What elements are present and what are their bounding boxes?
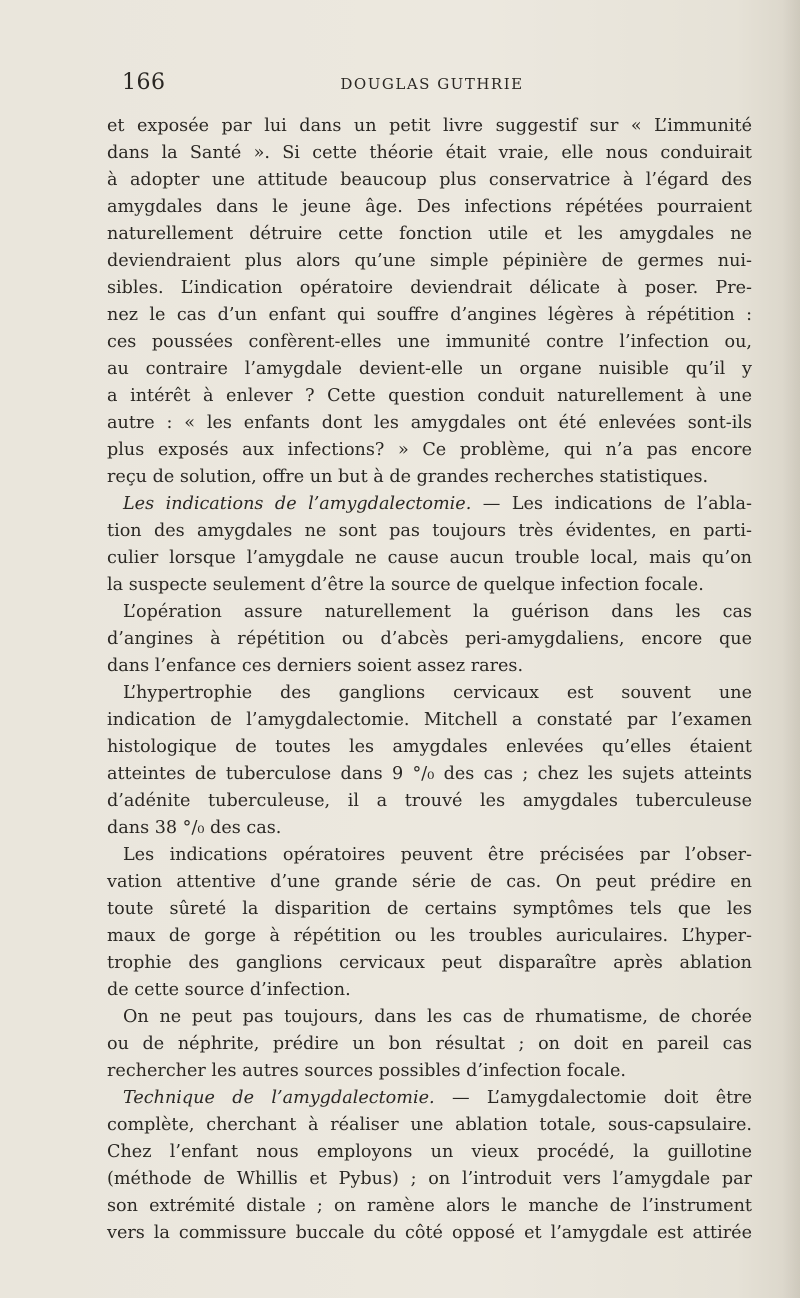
text-line: complète, cherchant à réaliser une ablation totale, sous-capsulaire. <box>107 1115 752 1135</box>
text-line: L’hypertrophie des ganglions cervicaux est souvent une <box>123 683 752 703</box>
text-line: amygdales dans le jeune âge. Des infections répétées pourraient <box>107 197 752 217</box>
text-line: dans 38 °/₀ des cas. <box>107 818 282 838</box>
text-line: trophie des ganglions cervicaux peut disparaître après ablation <box>107 953 752 973</box>
section-text: — Les indications de l’abla- <box>471 494 752 514</box>
text-line: la suspecte seulement d’être la source de quelque infection focale. <box>107 575 704 595</box>
text-line: dans l’enfance ces derniers soient assez rares. <box>107 656 524 676</box>
section-heading: Les indications de l’amygdalectomie. <box>123 494 472 514</box>
text-line: maux de gorge à répétition ou les troubles auriculaires. L’hyper- <box>107 926 752 946</box>
text-line: a intérêt à enlever ? Cette question conduit naturellement à une <box>107 386 752 406</box>
text-line: dans la Santé ». Si cette théorie était vraie, elle nous conduirait <box>107 143 752 163</box>
text-line: son extrémité distale ; on ramène alors le manche de l’instrument <box>107 1196 752 1216</box>
page-edge-shadow <box>782 0 800 1298</box>
text-line: d’adénite tuberculeuse, il a trouvé les amygdales tuberculeuse <box>107 791 752 811</box>
text-line: ces poussées confèrent-elles une immunité contre l’infection ou, <box>107 332 752 352</box>
text-line: reçu de solution, offre un but à de grandes recherches statistiques. <box>107 467 709 487</box>
section-text: — L’amygdalectomie doit être <box>434 1088 752 1108</box>
text-line: à adopter une attitude beaucoup plus conservatrice à l’égard des <box>107 170 752 190</box>
section-heading: Technique de l’amygdalectomie. <box>123 1088 435 1108</box>
text-line: histologique de toutes les amygdales enlevées qu’elles étaient <box>107 737 752 757</box>
section-line <box>107 491 752 518</box>
page-number: 166 <box>122 70 166 95</box>
text-line: vation attentive d’une grande série de cas. On peut prédire en <box>107 872 752 892</box>
text-line: toute sûreté la disparition de certains symptômes tels que les <box>107 899 752 919</box>
text-line: ou de néphrite, prédire un bon résultat ; on doit en pareil cas <box>107 1034 752 1054</box>
text-line: au contraire l’amygdale devient-elle un organe nuisible qu’il y <box>107 359 752 379</box>
text-line: indication de l’amygdalectomie. Mitchell a constaté par l’examen <box>107 710 752 730</box>
running-head: DOUGLAS GUTHRIE <box>340 75 524 93</box>
text-line: rechercher les autres sources possibles d’infection focale. <box>107 1061 627 1081</box>
text-line: sibles. L’indication opératoire deviendrait délicate à poser. Pre- <box>107 278 752 298</box>
page-header <box>122 70 742 98</box>
text-line: tion des amygdales ne sont pas toujours très évidentes, en parti- <box>107 521 752 541</box>
text-line: L’opération assure naturellement la guérison dans les cas <box>123 602 752 622</box>
text-line: d’angines à répétition ou d’abcès peri-amygdaliens, encore que <box>107 629 752 649</box>
text-line: nez le cas d’un enfant qui souffre d’angines légères à répétition : <box>107 305 752 325</box>
text-line: Chez l’enfant nous employons un vieux procédé, la guillotine <box>107 1142 752 1162</box>
text-line: vers la commissure buccale du côté opposé et l’amygdale est attirée <box>107 1223 752 1243</box>
text-line: Les indications opératoires peuvent être précisées par l’obser- <box>123 845 752 865</box>
text-line: deviendraient plus alors qu’une simple pépinière de germes nui- <box>107 251 752 271</box>
body-text <box>107 113 752 1247</box>
text-line: de cette source d’infection. <box>107 980 351 1000</box>
text-line: (méthode de Whillis et Pybus) ; on l’introduit vers l’amygdale par <box>107 1169 752 1189</box>
section-line <box>107 1085 752 1112</box>
text-line: naturellement détruire cette fonction utile et les amygdales ne <box>107 224 752 244</box>
text-line: plus exposés aux infections? » Ce problème, qui n’a pas encore <box>107 440 752 460</box>
text-line: culier lorsque l’amygdale ne cause aucun trouble local, mais qu’on <box>107 548 752 568</box>
text-line: atteintes de tuberculose dans 9 °/₀ des cas ; chez les sujets atteints <box>107 764 752 784</box>
text-line: autre : « les enfants dont les amygdales ont été enlevées sont-ils <box>107 413 752 433</box>
text-line: On ne peut pas toujours, dans les cas de rhumatisme, de chorée <box>123 1007 752 1027</box>
text-line: et exposée par lui dans un petit livre suggestif sur « L’immunité <box>107 116 752 136</box>
